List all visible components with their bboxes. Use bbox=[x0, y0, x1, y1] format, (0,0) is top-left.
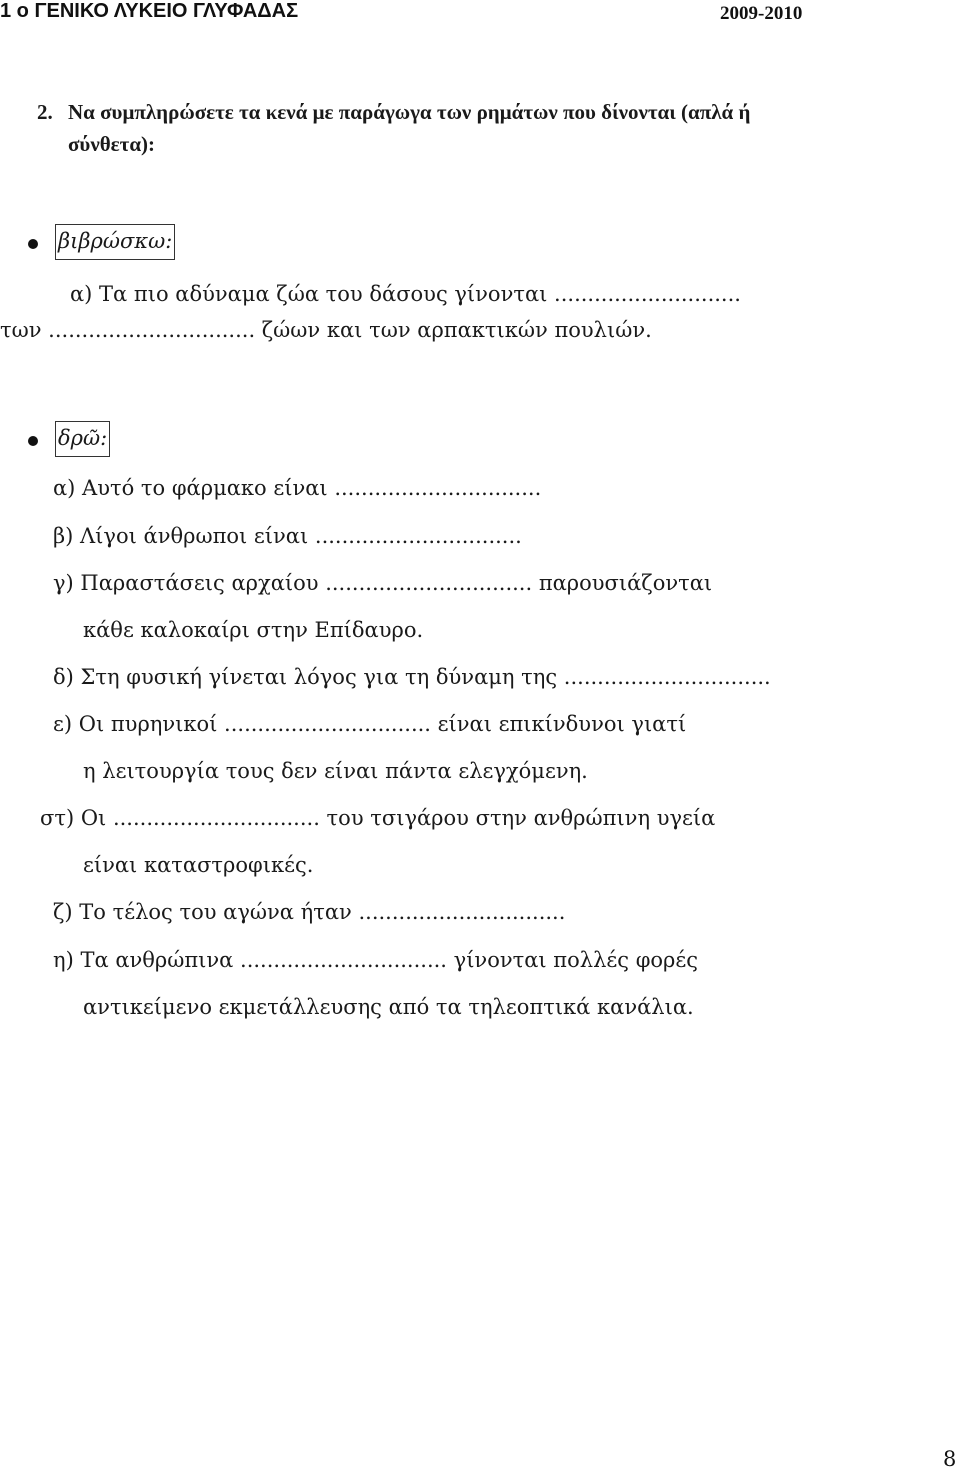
instruction-line-1: Να συμπληρώσετε τα κενά με παράγωγα των ρημάτων που δίνονται (απλά ή bbox=[68, 100, 751, 124]
sentence-line: η) Τα ανθρώπινα ............................... γίνονται πολλές φορές bbox=[53, 948, 699, 972]
verb-box-bibrosko: βιβρώσκω: bbox=[55, 224, 175, 260]
sentence-line: η λειτουργία τους δεν είναι πάντα ελεγχόμενη. bbox=[83, 759, 588, 783]
sentence-line: στ) Οι ............................... του τσιγάρου στην ανθρώπινη υγεία bbox=[40, 806, 716, 830]
sentence-line: ε) Οι πυρηνικοί ............................... είναι επικίνδυνοι γιατί bbox=[53, 712, 687, 736]
sentence-line: β) Λίγοι άνθρωποι είναι ............................... bbox=[53, 524, 522, 548]
school-header: 1 ο ΓΕΝΙΚΟ ΛΥΚΕΙΟ ΓΛΥΦΑΔΑΣ bbox=[0, 0, 299, 22]
school-year: 2009-2010 bbox=[720, 3, 803, 24]
bullet-icon bbox=[28, 239, 38, 249]
verb-box-dro: δρῶ: bbox=[55, 421, 110, 457]
sentence-line: γ) Παραστάσεις αρχαίου ............................... παρουσιάζονται bbox=[53, 571, 713, 595]
sentence-line: αντικείμενο εκμετάλλευσης από τα τηλεοπτικά κανάλια. bbox=[83, 995, 694, 1019]
instruction-line-2: σύνθετα): bbox=[68, 132, 156, 156]
sentence-line: α) Αυτό το φάρμακο είναι ............................... bbox=[53, 476, 542, 500]
sentence-line: είναι καταστροφικές. bbox=[83, 853, 314, 877]
sentence-line: δ) Στη φυσική γίνεται λόγος για τη δύναμη της ............................... bbox=[53, 665, 771, 689]
sentence-line: κάθε καλοκαίρι στην Επίδαυρο. bbox=[83, 618, 424, 642]
sentence-line: α) Τα πιο αδύναμα ζώα του δάσους γίνονται ............................ bbox=[70, 282, 741, 306]
exercise-number: 2. bbox=[37, 100, 53, 124]
sentence-line: ζ) Το τέλος του αγώνα ήταν ............................... bbox=[53, 900, 566, 924]
bullet-icon bbox=[28, 436, 38, 446]
sentence-line: των ............................... ζώων και των αρπακτικών πουλιών. bbox=[0, 318, 652, 342]
page-number: 8 bbox=[943, 1447, 957, 1471]
